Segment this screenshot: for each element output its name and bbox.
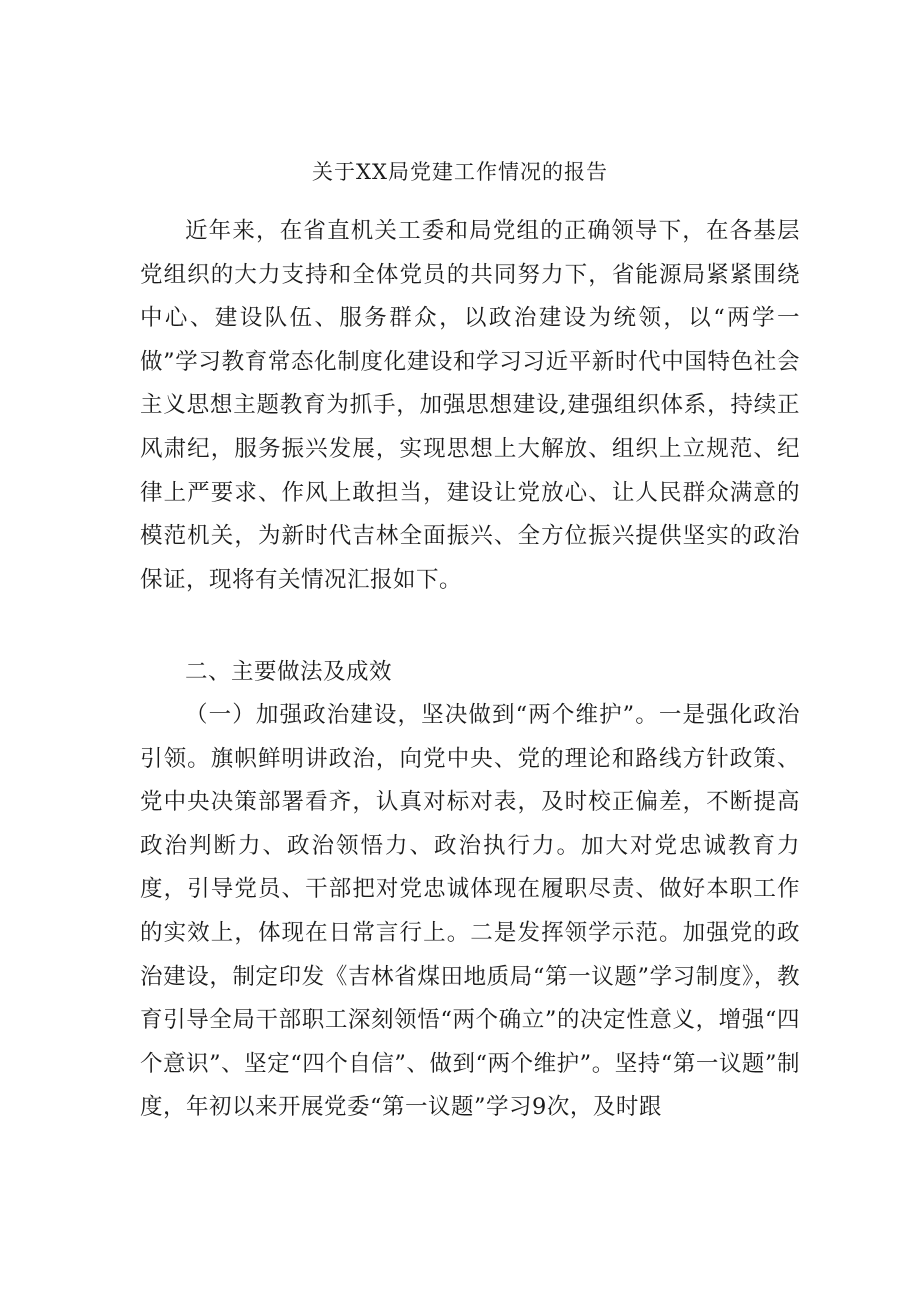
section-heading: 二、主要做法及成效 [185,659,393,685]
political-building-paragraph: （一）加强政治建设，坚决做到“两个维护”。一是强化政治引领。旗帜鲜明讲政治，向党中央、党的理论和路线方针政策、党中央决策部署看齐，认真对标对表，及时校正偏差，不断提高政治判断力、政治领悟力、政治执行力。加大对党忠诚教育力度，引导党员、干部把对党忠诚体现在履职尽责、做好本职工作的实效上，体现在日常言行上。二是发挥领学示范。加强党的政治建设，制定印发《吉林省煤田地质局“第一议题”学习制度》，教育引导全局干部职工深刻领悟“两个确立”的决定性意义，增强“四个意识”、坚定“四个自信”、做到“两个维护”。坚持“第一议题”制度，年初以来开展党委“第一议题”学习9次，及时跟 [140,702,800,1121]
document-title: 关于XX局党建工作情况的报告 [312,160,608,184]
intro-paragraph: 近年来，在省直机关工委和局党组的正确领导下，在各基层党组织的大力支持和全体党员的共同努力下，省能源局紧紧围绕中心、建设队伍、服务群众，以政治建设为统领，以“两学一做”学习教育常态化制度化建设和学习习近平新时代中国特色社会主义思想主题教育为抓手，加强思想建设,建强组织体系，持续正风肃纪，服务振兴发展，实现思想上大解放、组织上立规范、纪律上严要求、作风上敢担当，建设让党放心、让人民群众满意的模范机关，为新时代吉林全面振兴、全方位振兴提供坚实的政治保证，现将有关情况汇报如下。 [140,218,800,593]
